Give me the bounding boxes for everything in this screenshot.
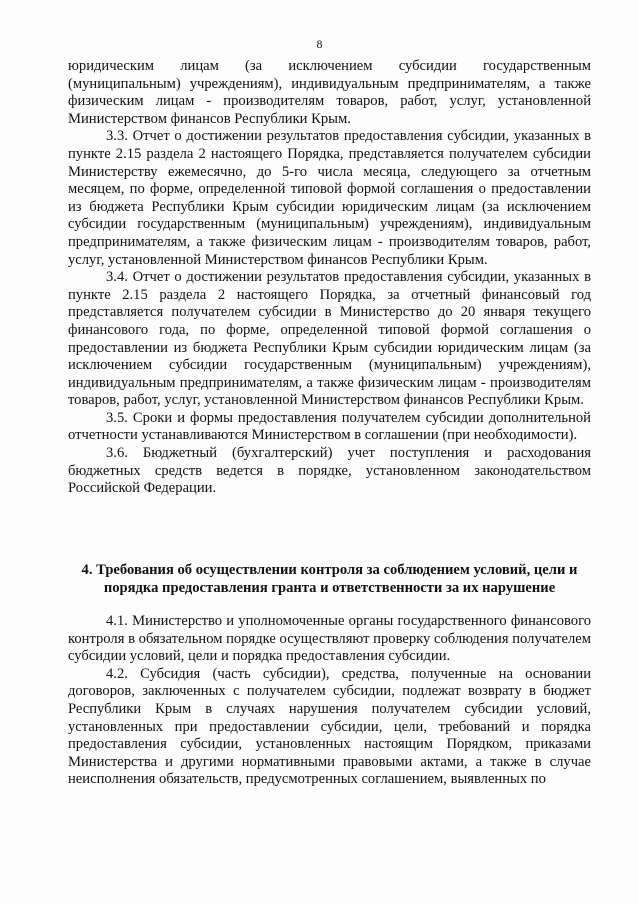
section-heading: 4. Требования об осуществлении контроля за соблюдением условий, цели и порядка предоставления гранта и ответственности за их нарушение (81, 562, 578, 596)
paragraph-3-5: 3.5. Сроки и формы предоставления получателем субсидии дополнительной отчетности устанавливаются Министерством в соглашении (при необходимости). (68, 409, 591, 444)
paragraph-3-6: 3.6. Бюджетный (бухгалтерский) учет поступления и расходования бюджетных средств ведется в порядке, установленном законодательством Российской Федерации. (68, 445, 591, 497)
paragraph-3-4: 3.4. Отчет о достижении результатов предоставления субсидии, указанных в пункте 2.15 раздела 2 настоящего Порядка, за отчетный финансовый год представляется получателем субсидии в Министерство до 20 января текущего финансового года, по форме, определенной типовой формой соглашения о предоставлении из бюджета Республики Крым субсидии юридическим лицам (за исключением субсидии государственным (муниципальным) учреждениям), индивидуальным предпринимателям, а также физическим лицам - производителям товаров, работ, услуг, установленной Министерством финансов Республики Крым. (68, 269, 591, 409)
paragraph-3-3: 3.3. Отчет о достижении результатов предоставления субсидии, указанных в пункте 2.15 раздела 2 настоящего Порядка, представляется получателем субсидии Министерству ежемесячно, до 5-го числа месяца, следующего за отчетным месяцем, по форме, определенной типовой формой соглашения о предоставлении из бюджета Республики Крым субсидии юридическим лицам (за исключением субсидии государственным (муниципальным) учреждениям), индивидуальным предпринимателям, а также физическим лицам - производителям товаров, работ, услуг, установленной Министерством финансов Республики Крым. (68, 128, 591, 268)
text-block-bottom (68, 613, 591, 789)
paragraph-4-2: 4.2. Субсидия (часть субсидии), средства, полученные на основании договоров, заключенных с получателем субсидии, подлежат возврату в бюджет Республики Крым в случаях нарушения получателем субсидии условий, установленных при предоставлении субсидии, цели, требований и порядка предоставления субсидии, установленных настоящим Порядком, приказами Министерства и другими нормативными правовыми актами, а также в случае неисполнения обязательств, предусмотренных соглашением, выявленных по (68, 665, 591, 788)
paragraph-continuation: юридическим лицам (за исключением субсидии государственным (муниципальным) учреждениям), индивидуальным предпринимателям, а также физическим лицам - производителям товаров, работ, услуг, установленной Министерством финансов Республики Крым. (68, 58, 591, 127)
page-number: 8 (316, 37, 323, 51)
paragraph-4-1: 4.1. Министерство и уполномоченные органы государственного финансового контроля в обязательном порядке осуществляют проверку соблюдения получателем субсидии условий, цели и порядка предоставления субсидии. (68, 613, 591, 665)
text-block-top (68, 58, 591, 498)
